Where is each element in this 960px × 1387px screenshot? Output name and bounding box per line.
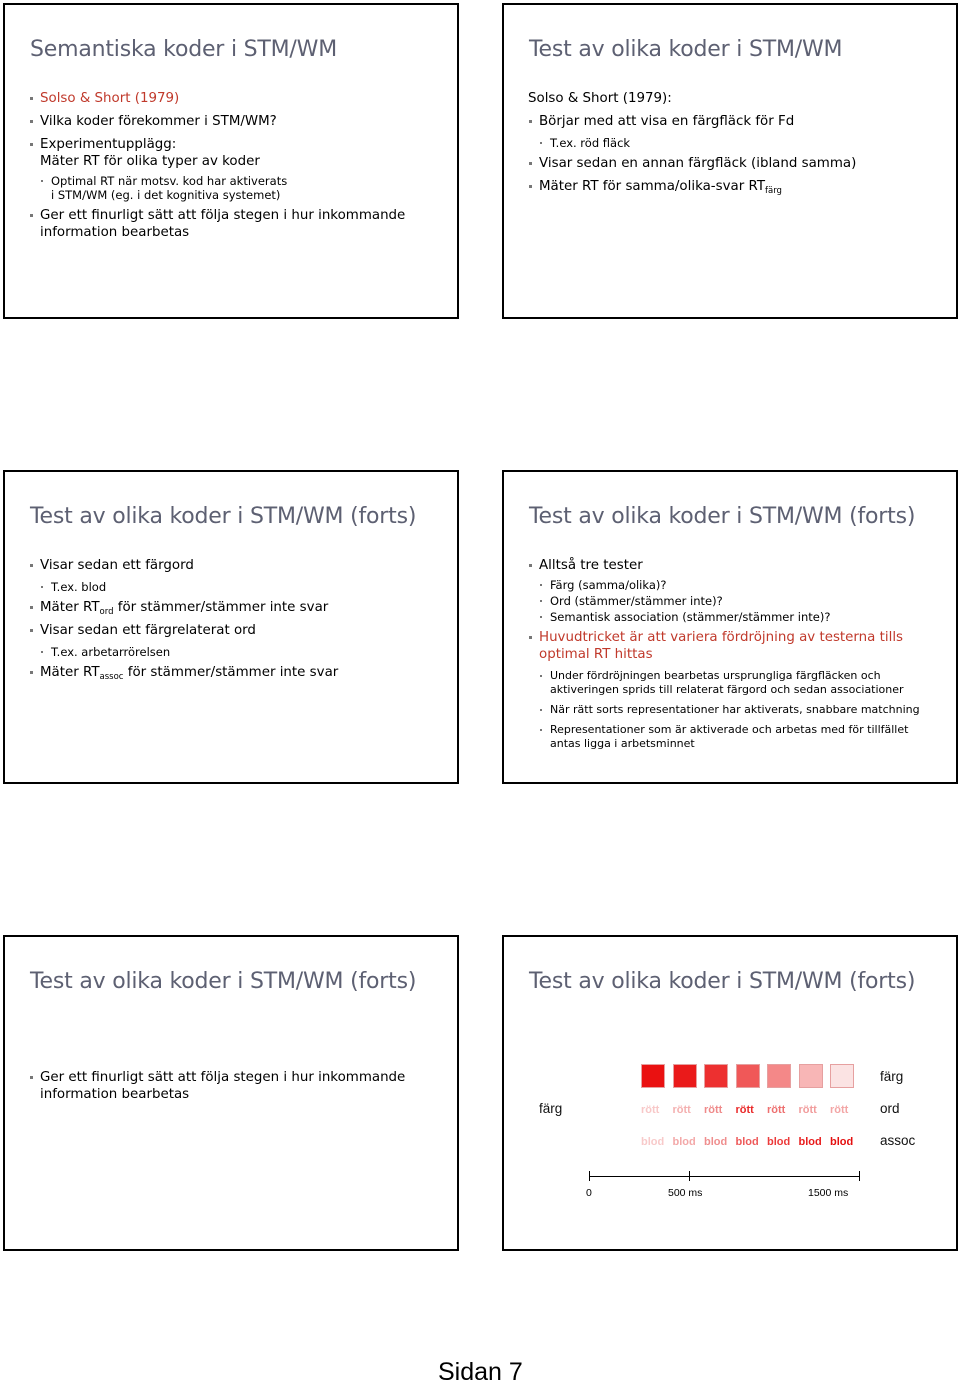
word-rott: rött bbox=[641, 1104, 660, 1116]
color-square bbox=[830, 1064, 854, 1088]
slide-body bbox=[528, 90, 938, 201]
slide-body bbox=[528, 557, 938, 757]
axis-tick bbox=[689, 1171, 690, 1181]
word-rott: rött bbox=[735, 1104, 754, 1116]
bullet-line: i STM/WM (eg. i det kognitiva systemet) bbox=[51, 188, 281, 202]
bullet: Huvudtricket är att variera fördröjning av testerna tills optimal RT hittas bbox=[528, 629, 934, 663]
slide-semantiska-koder bbox=[3, 3, 459, 319]
slide-title: Test av olika koder i STM/WM (forts) bbox=[30, 969, 417, 994]
word-rott: rött bbox=[672, 1104, 691, 1116]
slide-title: Test av olika koder i STM/WM (forts) bbox=[529, 969, 916, 994]
sub-bullet: När rätt sorts representationer har aktiverats, snabbare matchning bbox=[539, 703, 938, 717]
bullet bbox=[528, 178, 938, 195]
sub-bullet bbox=[40, 174, 439, 202]
bullet-line: information bearbetas bbox=[40, 225, 190, 240]
axis-tick bbox=[859, 1171, 860, 1181]
axis-tick bbox=[589, 1171, 590, 1181]
word-rott: rött bbox=[767, 1104, 786, 1116]
color-square bbox=[767, 1064, 791, 1088]
bullet bbox=[29, 207, 439, 241]
label-assoc: assoc bbox=[880, 1133, 916, 1148]
word-blod: blod bbox=[798, 1136, 822, 1148]
slide-body bbox=[29, 90, 439, 247]
bullet bbox=[29, 599, 439, 616]
word-blod: blod bbox=[641, 1136, 665, 1148]
sub-bullet: T.ex. röd fläck bbox=[539, 136, 938, 150]
bullet-text: för stämmer/stämmer inte svar bbox=[117, 600, 329, 615]
sub-bullet: Färg (samma/olika)? bbox=[539, 578, 938, 592]
bullet: Vilka koder förekommer i STM/WM? bbox=[29, 113, 439, 130]
word-blod: blod bbox=[704, 1136, 728, 1148]
sub-bullet: Ord (stämmer/stämmer inte)? bbox=[539, 594, 938, 608]
bullet bbox=[29, 664, 439, 681]
slide-title: Test av olika koder i STM/WM bbox=[529, 37, 843, 62]
delay-diagram bbox=[504, 937, 958, 1251]
sub-bullet: Under fördröjningen bearbetas ursprungliga färgfläcken och aktiveringen sprids till relaterat färgord och sedan associationer bbox=[539, 669, 935, 697]
slide-test-koder-forts-3 bbox=[3, 935, 459, 1251]
sub-bullet: Representationer som är aktiverade och arbetas med för tillfället antas ligga i arbetsminnet bbox=[539, 723, 935, 751]
page-number: Sidan 7 bbox=[438, 1358, 523, 1386]
sub-bullet: T.ex. blod bbox=[40, 580, 439, 594]
bullet: Visar sedan ett färgrelaterat ord bbox=[29, 622, 439, 639]
subscript: ord bbox=[99, 607, 114, 617]
word-blod: blod bbox=[830, 1136, 854, 1148]
slide-body bbox=[29, 1069, 439, 1109]
sub-bullet: T.ex. arbetarrörelsen bbox=[40, 645, 439, 659]
axis-label: 1500 ms bbox=[808, 1187, 849, 1199]
slide-test-koder-forts-1 bbox=[3, 470, 459, 784]
bullet-text: Mäter RT bbox=[40, 665, 100, 680]
color-square bbox=[673, 1064, 697, 1088]
bullet-line: Experimentupplägg: bbox=[40, 137, 177, 152]
slide-test-koder-forts-2 bbox=[502, 470, 958, 784]
slide-title: Semantiska koder i STM/WM bbox=[30, 37, 337, 62]
bullet bbox=[29, 136, 439, 170]
bullet: Alltså tre tester bbox=[528, 557, 938, 574]
bullet: Börjar med att visa en färgfläck för Fd bbox=[528, 113, 938, 130]
axis-label: 0 bbox=[586, 1187, 592, 1199]
time-axis bbox=[589, 1176, 859, 1177]
bullet-text: Mäter RT för samma/olika-svar RT bbox=[539, 179, 765, 194]
bullet-text: för stämmer/stämmer inte svar bbox=[127, 665, 339, 680]
word-blod: blod bbox=[767, 1136, 791, 1148]
slide-body bbox=[29, 557, 439, 687]
bullet bbox=[29, 1069, 439, 1103]
bullet-line: Mäter RT för olika typer av koder bbox=[40, 154, 260, 169]
label-farg: färg bbox=[880, 1069, 904, 1084]
color-square bbox=[736, 1064, 760, 1088]
row-label-farg: färg bbox=[539, 1101, 563, 1116]
axis-label: 500 ms bbox=[668, 1187, 703, 1199]
bullet-line: Optimal RT när motsv. kod har aktiverats bbox=[51, 174, 288, 188]
slide-title: Test av olika koder i STM/WM (forts) bbox=[30, 504, 417, 529]
word-blod: blod bbox=[672, 1136, 696, 1148]
color-square bbox=[641, 1064, 665, 1088]
color-square bbox=[799, 1064, 823, 1088]
bullet-text: Mäter RT bbox=[40, 600, 100, 615]
subscript: färg bbox=[765, 186, 782, 196]
word-rott: rött bbox=[830, 1104, 849, 1116]
label-ord: ord bbox=[880, 1101, 900, 1116]
intro-text: Solso & Short (1979): bbox=[528, 91, 672, 106]
bullet-line: information bearbetas bbox=[40, 1087, 190, 1102]
sub-bullet: Semantisk association (stämmer/stämmer inte)? bbox=[539, 610, 938, 624]
bullet: Visar sedan en annan färgfläck (ibland samma) bbox=[528, 155, 938, 172]
color-square bbox=[704, 1064, 728, 1088]
slide-title: Test av olika koder i STM/WM (forts) bbox=[529, 504, 916, 529]
bullet: Solso & Short (1979) bbox=[29, 90, 439, 107]
bullet: Visar sedan ett färgord bbox=[29, 557, 439, 574]
word-rott: rött bbox=[704, 1104, 723, 1116]
subscript: assoc bbox=[99, 672, 124, 682]
word-rott: rött bbox=[798, 1104, 817, 1116]
bullet-line: Ger ett finurligt sätt att följa stegen i hur inkommande bbox=[40, 1070, 406, 1085]
word-blod: blod bbox=[735, 1136, 759, 1148]
slide-test-koder bbox=[502, 3, 958, 319]
bullet-line: Ger ett finurligt sätt att följa stegen i hur inkommande bbox=[40, 208, 406, 223]
slide-test-koder-forts-4 bbox=[502, 935, 958, 1251]
